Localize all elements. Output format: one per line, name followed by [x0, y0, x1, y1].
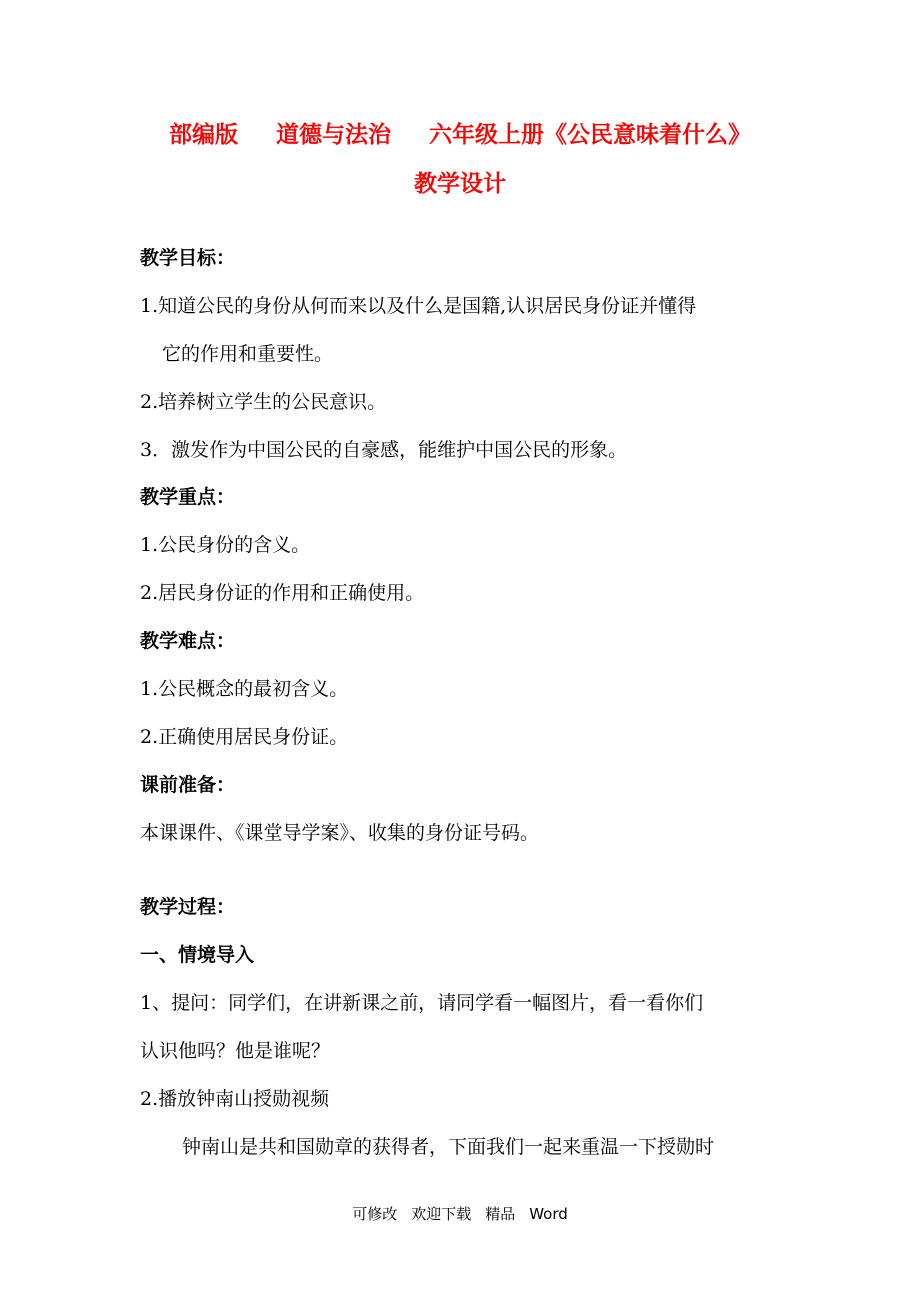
preparation-heading: 课前准备：	[140, 774, 236, 796]
title-subject: 道德与法治	[276, 122, 391, 148]
keypoints-heading: 教学重点：	[140, 486, 236, 508]
objective-item-3: 3．激发作为中国公民的自豪感，能维护中国公民的形象。	[140, 439, 628, 461]
process-paragraph-1-continued: 认识他吗？他是谁呢？	[140, 1040, 331, 1062]
title-lesson: 六年级上册《公民意味着什么》	[429, 122, 751, 148]
difficulties-heading: 教学难点：	[140, 630, 236, 652]
process-section-1-heading: 一、情境导入	[140, 944, 255, 966]
footer-quality: 精品	[485, 1205, 516, 1223]
process-paragraph-1: 1、提问：同学们，在讲新课之前，请同学看一幅图片，看一看你们	[140, 992, 704, 1014]
objectives-heading: 教学目标：	[140, 247, 236, 269]
process-paragraph-2: 2.播放钟南山授勋视频	[140, 1088, 330, 1110]
footer-format: Word	[529, 1205, 568, 1223]
difficulty-item-2: 2.正确使用居民身份证。	[140, 726, 349, 748]
footer-editable: 可修改	[352, 1205, 398, 1223]
objective-item-1-continued: 它的作用和重要性。	[162, 343, 334, 365]
process-heading: 教学过程：	[140, 896, 236, 918]
objective-item-2: 2.培养树立学生的公民意识。	[140, 391, 387, 413]
objective-item-1: 1.知道公民的身份从何而来以及什么是国籍,认识居民身份证并懂得	[140, 295, 697, 317]
document-title	[0, 120, 920, 150]
keypoint-item-2: 2.居民身份证的作用和正确使用。	[140, 582, 425, 604]
preparation-text: 本课课件、《课堂导学案》、收集的身份证号码。	[140, 822, 540, 844]
footer-download: 欢迎下载	[411, 1205, 472, 1223]
document-subtitle: 教学设计	[414, 171, 506, 197]
title-publisher: 部编版	[169, 122, 238, 148]
process-paragraph-3: 钟南山是共和国勋章的获得者，下面我们一起来重温一下授勋时	[182, 1136, 715, 1158]
keypoint-item-1: 1.公民身份的含义。	[140, 534, 311, 556]
page-footer	[0, 1201, 920, 1227]
difficulty-item-1: 1.公民概念的最初含义。	[140, 678, 349, 700]
